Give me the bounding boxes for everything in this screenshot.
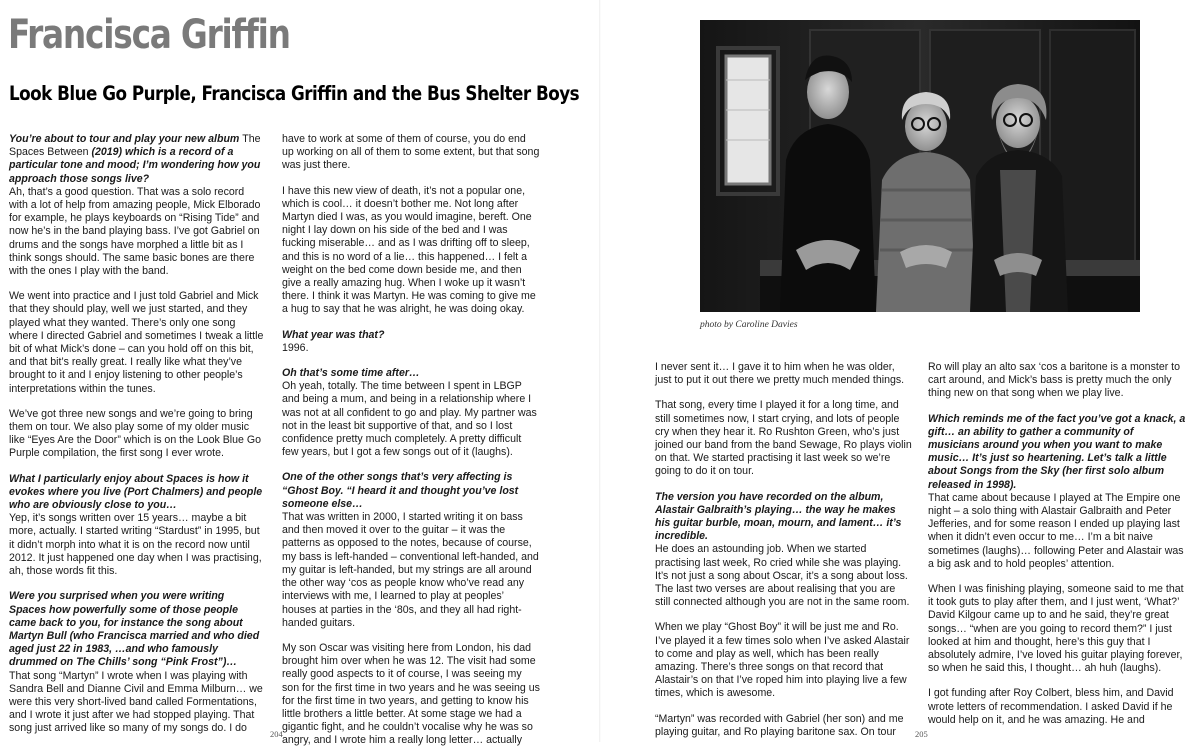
question: One of the other songs that’s very affecting is “Ghost Boy. “I heard it and thought you’ve lost someone else… <box>282 471 519 510</box>
question: What year was that? <box>282 328 385 341</box>
qa-block <box>282 471 540 629</box>
column-1 <box>9 133 264 735</box>
answer: Yep, it’s songs written over 15 years… maybe a bit more, actually. I started writing “Stardust” in 1995, but it didn’t morph into what it is on the record now until 2012. It just happened one day when I was practising, ah, those words fit this. <box>9 512 262 578</box>
answer-paragraph: I have this new view of death, it’s not a popular one, which is cool… it doesn’t bother me. Not long after Martyn died I was, as you would imagine, bereft. One night I lay down on his side of the bed and I was fucking miserable… and as I was drifting off to sleep, and this is no word of a lie… this happened… I felt a weight on the bed come down beside me, and then give a really amazing hug. When I woke up it wasn’t there. I think it was Martyn. He was coming to give me a hug to say that he was alright, he was doing okay. <box>282 184 536 316</box>
answer-paragraph: When I was finishing playing, someone said to me that it took guts to play after them, and I just went, ‘What?’ David Kilgour came up to and he said, they’re great songs… “when are you going to record them?” I just looked at him and thought, here’s this guy that I absolutely admire, I’ve loved his guitar playing forever, so when he said this, I thought… ah huh (laughs). <box>928 583 1184 675</box>
answer-paragraph: have to work at some of them of course, you do end up working on all of them to some extent, but that song was just there. <box>282 133 540 172</box>
answer: That song “Martyn” I wrote when I was playing with Sandra Bell and Dianne Civil and Emma Milburn… we were this very short-lived band called Formentations, and I wrote it just after we had stopped playing. That song just arrived like so many of my songs do. I do <box>9 669 263 735</box>
left-page <box>0 0 600 747</box>
page-number-left: 204 <box>270 729 283 739</box>
answer: That was written in 2000, I started writing it on bass and then moved it over to the guitar – it was the patterns as opposed to the notes, because of course, my bass is left-handed – conventional left-handed, and my guitar is left-handed, but my strings are all around the other way ‘cos as people know who’ve read any interviews with me, I learned to play at peoples’ houses at parties in the ‘80s, and they all had right-handed guitars. <box>282 511 539 629</box>
question: Oh that’s some time after… <box>282 367 420 380</box>
column-3 <box>655 361 913 738</box>
question: What I particularly enjoy about Spaces is how it evokes where you live (Port Chalmers) and people who are obviously close to you… <box>9 472 263 512</box>
qa-block <box>928 413 1186 571</box>
band-photo-image <box>700 20 1140 312</box>
answer-paragraph: We went into practice and I just told Gabriel and Mick that they should play, well we just started, and they played what they wanted. There’s only one song where I directed Gabriel and sometimes I tweak a little bit of what Mick’s done – can you hold off on this bit, and that bit’s really great. I really like what they’ve brought to it and I enjoy listening to other people’s interpretations within the tunes. <box>9 290 264 395</box>
artist-name-heading: Francisca Griffin <box>8 12 290 58</box>
photo-caption: photo by Caroline Davies <box>700 320 798 330</box>
answer-paragraph: I got funding after Roy Colbert, bless him, and David wrote letters of recommendation. I asked David if he would help on it, and he was amazing. He and <box>928 687 1174 726</box>
answer: 1996. <box>282 341 309 354</box>
answer-paragraph: My son Oscar was visiting here from London, his dad brought him over when he was 12. The visit had some really good aspects to it of course, I was seeing my son for the first time in two years and he was seeing us for the first time in two years, and getting to know his little brothers a little better. At some stage we had a gigantic fight, and he couldn’t vocalise why he was so angry, and I wrote him a really long letter… actually <box>282 641 540 747</box>
qa-block <box>282 329 540 355</box>
qa-block <box>9 590 264 735</box>
qa-block <box>9 473 264 579</box>
answer: That came about because I played at The Empire one night – a solo thing with Alastair Galbraith and Peter Jefferies, and for some reason I ended up playing last when it didn’t even occur to me… I’m a bit naive sometimes (laughs)… following Peter and Alastair was a big ask and to hold peoples’ attention. <box>928 491 1184 570</box>
page-number-right: 205 <box>915 729 928 739</box>
answer-paragraph: That song, every time I played it for a long time, and still sometimes now, I start crying, and lots of people cry when they hear it. Ro Rushton Green, who’s just joined our band from the band Sewage, Ro plays violin on that. We started practising it last week so we’re going to do it on tour. <box>655 399 912 478</box>
question: Which reminds me of the fact you’ve got a knack, a gift… an ability to gather a community of musicians around you when you want to make music… It’s just so heartening. Let’s talk a little about Songs from the Sky <box>928 412 1186 478</box>
band-photo <box>700 20 1140 312</box>
answer: Ah, that’s a good question. That was a solo record with a lot of help from amazing people, Mick Elborado for example, he plays keyboards on “Rising Tide” and now he’s in the band playing bass. I’ve got Gabriel on drums and the songs have morphed a little bit as I think songs should. The same basic bones are there with the ones I play with the band. <box>9 185 261 278</box>
question: Were you surprised when you were writing Spaces how powerfully some of those people came back to you, for instance the song about Martyn Bull (who Francisca married and who died aged just 22 in 1983, …and who famously drummed on The Chills’ song “Pink Frost”)… <box>9 590 260 669</box>
answer-paragraph: We’ve got three new songs and we’re going to bring them on tour. We also play some of my older music like “Eyes Are the Door” which is on the Look Blue Go Purple compilation, the first song I ever wrote. <box>9 407 262 460</box>
column-2 <box>282 133 540 747</box>
answer-paragraph: When we play “Ghost Boy” it will be just me and Ro. I’ve played it a few times solo when I’ve asked Alastair to come and play as well, which has been really amazing. There’s three songs on that record that Alastair’s on that I’ve roped him into playing live a few times, which is awesome. <box>655 621 910 700</box>
answer: Oh yeah, totally. The time between I spent in LBGP and being a mum, and being in a relationship where I was not at all confident to go and play. My partner was not in the least bit supportive of that, and so I lost confidence pretty much completely. A pretty difficult few years, but I got a few songs out of it (laughs). <box>282 380 537 459</box>
answer-paragraph: “Martyn” was recorded with Gabriel (her son) and me playing guitar, and Ro playing baritone sax. On tour <box>655 712 904 738</box>
question: You’re about to tour and play your new album The Spaces Between (2019) which is a record of a particular tone and mood; I’m wondering how you approach those songs live? Ah, that’s a good question. That was a solo record with a lot of help from amazing people, Mick Elborado for example, he plays keyboards on “Rising Tide” and now he’s in the band playing bass. I’ve got Gabriel on drums and the songs have morphed a little bit as I think songs should. The same basic bones are there with the ones I play with the band. <box>9 133 261 278</box>
qa-block <box>282 367 540 459</box>
answer: He does an astounding job. When we started practising last week, Ro cried while she was playing. It’s not just a song about Oscar, it’s a song about loss. The last two verses are about realising that you are still connected although you are not in the same room. <box>655 543 910 609</box>
question: The version you have recorded on the album, Alastair Galbraith’s playing… the way he makes his guitar burble, moan, mourn, and lament… it’s incredible. <box>655 490 902 543</box>
column-4 <box>928 361 1186 726</box>
qa-block <box>655 491 913 610</box>
question-note: (her first solo album released in 1998). <box>928 465 1165 491</box>
answer-paragraph: Ro will play an alto sax ‘cos a baritone is a monster to cart around, and Mick’s bass is pretty much the only thing new on that song when we play live. <box>928 361 1181 400</box>
answer-paragraph: I never sent it… I gave it to him when he was older, just to put it out there we pretty much mended things. <box>655 361 905 387</box>
article-subtitle: Look Blue Go Purple, Francisca Griffin and the Bus Shelter Boys <box>9 82 580 105</box>
